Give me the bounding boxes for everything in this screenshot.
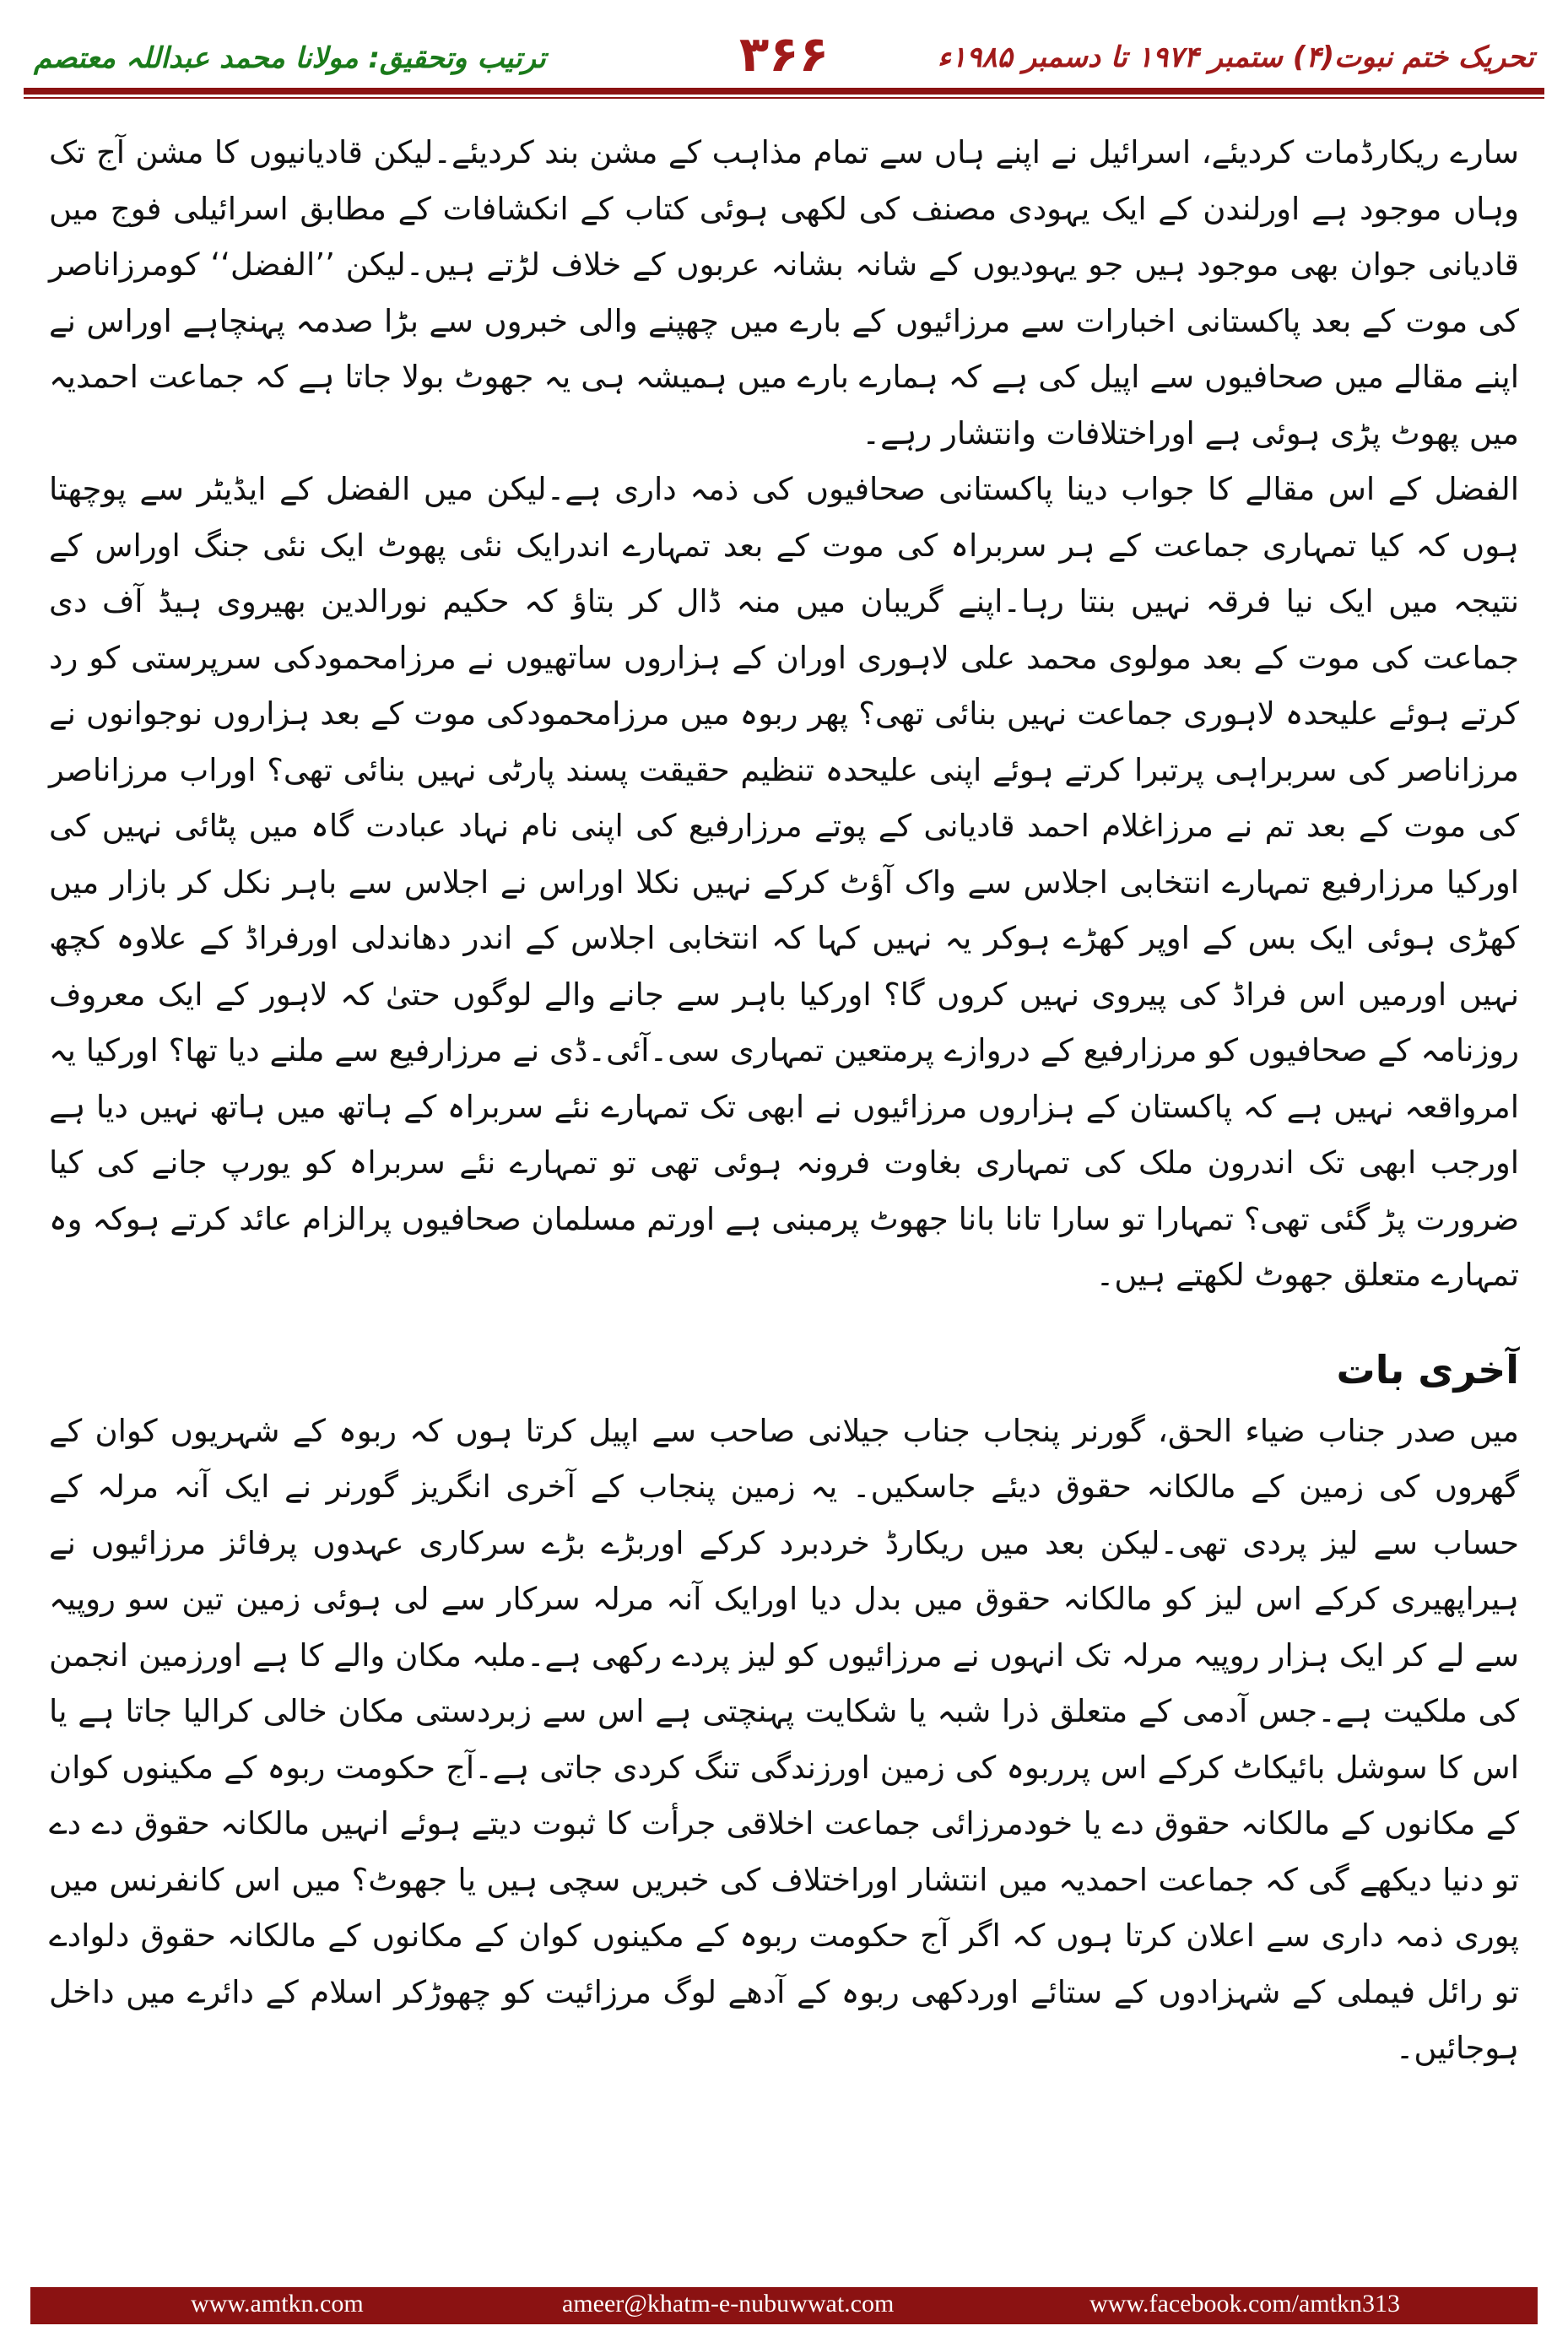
series-title: تحریک ختم نبوت(۴) ستمبر ۱۹۷۴ تا دسمبر ۱۹۸۵ء [937, 41, 1534, 74]
page-header [34, 25, 1534, 93]
header-rule-thin [24, 97, 1544, 99]
page-footer [30, 2287, 1538, 2324]
email-link[interactable]: ameer@khatm-e-nubuwwat.com [562, 2290, 895, 2318]
section-heading: آخری بات [1336, 1346, 1519, 1393]
facebook-link[interactable]: www.facebook.com/amtkn313 [1089, 2290, 1400, 2318]
page-number: ۳۶۶ [738, 25, 830, 83]
website-link[interactable]: www.amtkn.com [191, 2290, 364, 2318]
final-paragraph: میں صدر جناب ضیاء الحق، گورنر پنجاب جناب جیلانی صاحب سے اپیل کرتا ہوں کہ ربوہ کے شہریوں کوان کے گھروں کی زمین کے مالکانہ حقوق دیئے جاسکیں۔ یہ زمین پنجاب کے آخری انگریز گورنر نے ایک آنہ مرلہ کے حساب سے لیز پردی تھی۔لیکن بعد میں ریکارڈ خردبرد کرکے اوربڑے بڑے سرکاری عہدوں پرفائز مرزائیوں نے ہیراپھیری کرکے اس لیز کو مالکانہ حقوق میں بدل دیا اورایک آنہ مرلہ سرکار سے لی ہوئی زمین تین سو روپیہ سے لے کر ایک ہزار روپیہ مرلہ تک انہوں نے مرزائیوں کو لیز پردے رکھی ہے۔ملبہ مکان والے کا ہے اورزمین انجمن کی ملکیت ہے۔جس آدمی کے متعلق ذرا شبہ یا شکایت پہنچتی ہے اس سے زبردستی مکان خالی کرالیا جاتا ہے یا اس کا سوشل بائیکاٹ کرکے اس پرربوہ کی زمین اورزندگی تنگ کردی جاتی ہے۔آج حکومت ربوہ کے مکینوں کوان کے مکانوں کے مالکانہ حقوق دے یا خودمرزائی جماعت اخلاقی جرأت کا ثبوت دیتے ہوئے انہیں مالکانہ حقوق دے دے تو دنیا دیکھے گی کہ جماعت احمدیہ میں انتشار اوراختلاف کی خبریں سچی ہیں یا جھوٹ؟ میں اس کانفرنس میں پوری ذمہ داری سے اعلان کرتا ہوں کہ اگر آج حکومت ربوہ کے مکینوں کوان کے مکانوں کے مالکانہ حقوق دلوادے تو رائل فیملی کے شہزادوں کے ستائے اوردکھی ربوہ کے آدھے لوگ مرزائیت کو چھوڑکر اسلام کے دائرے میں داخل ہوجائیں۔ [49, 1412, 1519, 2066]
article-body [49, 125, 1519, 2077]
body-paragraph-2: الفضل کے اس مقالے کا جواب دینا پاکستانی صحافیوں کی ذمہ داری ہے۔لیکن میں الفضل کے ایڈیٹر سے پوچھتا ہوں کہ کیا تمہاری جماعت کے ہر سربراہ کی موت کے بعد تمہارے اندرایک نئی پھوٹ ایک نئی جنگ اوراس کے نتیجہ میں ایک نیا فرقہ نہیں بنتا رہا۔اپنے گریبان میں منہ ڈال کر بتاؤ کہ حکیم نورالدین بھیروی ہیڈ آف دی جماعت کی موت کے بعد مولوی محمد علی لاہوری اوران کے ہزاروں ساتھیوں نے مرزامحمودکی سرپرستی کو رد کرتے ہوئے علیحدہ لاہوری جماعت نہیں بنائی تھی؟ پھر ربوہ میں مرزامحمودکی موت کے بعد ہزاروں نوجوانوں نے مرزاناصر کی سربراہی پرتبرا کرتے ہوئے اپنی علیحدہ تنظیم حقیقت پسند پارٹی نہیں بنائی تھی؟ اوراب مرزاناصر کی موت کے بعد تم نے مرزاغلام احمد قادیانی کے پوتے مرزارفیع کی اپنی نام نہاد عبادت گاہ میں پٹائی نہیں کی اورکیا مرزارفیع تمہارے انتخابی اجلاس سے واک آؤٹ کرکے نہیں نکلا اوراس نے اجلاس سے باہر نکل کر بازار میں کھڑی ہوئی ایک بس کے اوپر کھڑے ہوکر یہ نہیں کہا کہ انتخابی اجلاس کے اندر دھاندلی اورفراڈ کے علاوہ کچھ نہیں اورمیں اس فراڈ کی پیروی نہیں کروں گا؟ اورکیا باہر سے جانے والے لوگوں حتیٰ کہ لاہور کے ایک معروف روزنامہ کے صحافیوں کو مرزارفیع کے دروازے پرمتعین تمہاری سی۔آئی۔ڈی نے مرزارفیع سے ملنے دیا تھا؟ اورکیا یہ امرواقعہ نہیں ہے کہ پاکستان کے ہزاروں مرزائیوں نے ابھی تک تمہارے نئے سربراہ کے ہاتھ میں ہاتھ نہیں دیا ہے اورجب ابھی تک اندرون ملک کی تمہاری بغاوت فرونہ ہوئی تھی تو تمہارے نئے سربراہ کو یورپ جانے کی کیا ضرورت پڑ گئی تھی؟ تمہارا تو سارا تانا بانا جھوٹ پرمبنی ہے اورتم مسلمان صحافیوں پرالزام عائد کرتے ہوکہ وہ تمہارے متعلق جھوٹ لکھتے ہیں۔ [49, 471, 1519, 1293]
compiler-credit: ترتیب وتحقیق: مولانا محمد عبداللہ معتصم [34, 41, 546, 75]
body-paragraph-1: سارے ریکارڈمات کردیئے، اسرائیل نے اپنے ہاں سے تمام مذاہب کے مشن بند کردیئے۔لیکن قادیانیوں کا مشن آج تک وہاں موجود ہے اورلندن کے ایک یہودی مصنف کی لکھی ہوئی کتاب کے انکشافات کے مطابق اسرائیلی فوج میں قادیانی جوان بھی موجود ہیں جو یہودیوں کے شانہ بشانہ عربوں کے خلاف لڑتے ہیں۔لیکن ’’الفضل‘‘ کومرزاناصر کی موت کے بعد پاکستانی اخبارات سے مرزائیوں کے بارے میں چھپنے والی خبروں سے بڑا صدمہ پہنچاہے اوراس نے اپنے مقالے میں صحافیوں سے اپیل کی ہے کہ ہمارے بارے میں ہمیشہ ہی یہ جھوٹ بولا جاتا ہے کہ جماعت احمدیہ میں پھوٹ پڑی ہوئی ہے اوراختلافات وانتشار رہے۔ [49, 134, 1519, 452]
header-rule [24, 88, 1544, 95]
